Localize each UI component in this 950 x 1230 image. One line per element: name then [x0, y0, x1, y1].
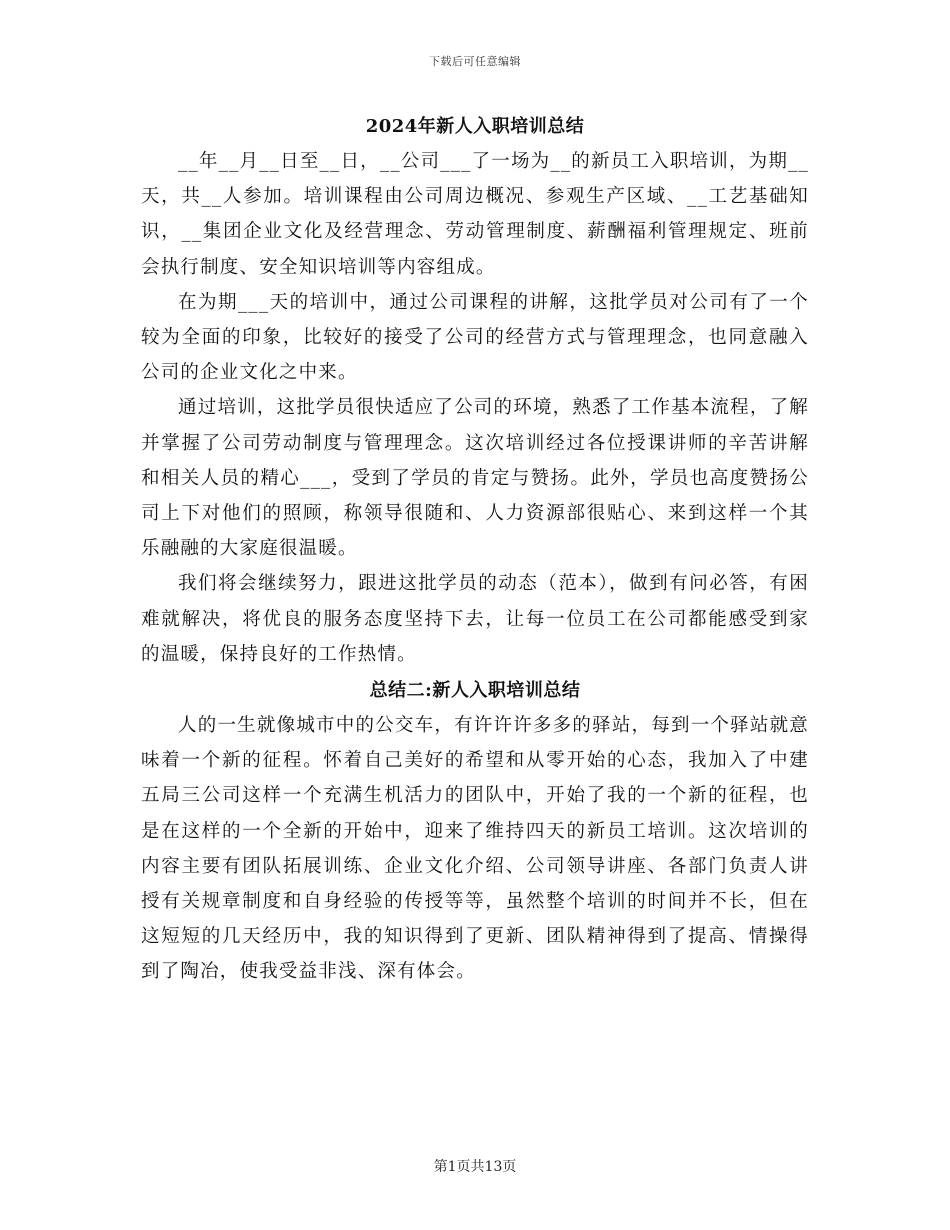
section1-paragraph-1: __年__月__日至__日，__公司___了一场为__的新员工入职培训，为期__天，共__人参加。培训课程由公司周边概况、参观生产区域、__工艺基础知识，__集团企业文化及经营理念、劳动管理制度、薪酬福利管理规定、班前会执行制度、安全知识培训等内容组成。: [141, 151, 809, 278]
section1-title: 2024年新人入职培训总结: [365, 116, 585, 137]
header-note: 下载后可任意编辑: [429, 55, 521, 68]
document-body: [141, 112, 809, 990]
section1-paragraph-4: 我们将会继续努力，跟进这批学员的动态（范本），做到有问必答，有困难就解决，将优良的服务态度坚持下去，让每一位员工在公司都能感受到家的温暖，保持良好的工作热情。: [141, 573, 809, 665]
section2-title: 总结二:新人入职培训总结: [369, 680, 581, 702]
section1-paragraph-3: 通过培训，这批学员很快适应了公司的环境，熟悉了工作基本流程，了解并掌握了公司劳动制度与管理理念。这次培训经过各位授课讲师的辛苦讲解和相关人员的精心___，受到了学员的肯定与赞扬。此外，学员也高度赞扬公司上下对他们的照顾，称领导很随和、人力资源部很贴心、来到这样一个其乐融融的大家庭很温暖。: [141, 397, 809, 560]
page-number-footer: 第1页共13页: [433, 1159, 517, 1175]
section1-paragraph-2: 在为期___天的培训中，通过公司课程的讲解，这批学员对公司有了一个较为全面的印象，比较好的接受了公司的经营方式与管理理念，也同意融入公司的企业文化之中来。: [141, 291, 809, 384]
section2-paragraph-1: 人的一生就像城市中的公交车，有许许许多多的驿站，每到一个驿站就意味着一个新的征程。怀着自己美好的希望和从零开始的心态，我加入了中建五局三公司这样一个充满生机活力的团队中，开始了我的一个新的征程，也是在这样的一个全新的开始中，迎来了维持四天的新员工培训。这次培训的内容主要有团队拓展训练、企业文化介绍、公司领导讲座、各部门负责人讲授有关规章制度和自身经验的传授等等，虽然整个培训的时间并不长，但在这短短的几天经历中，我的知识得到了更新、团队精神得到了提高、情操得到了陶冶，使我受益非浅、深有体会。: [141, 715, 809, 983]
